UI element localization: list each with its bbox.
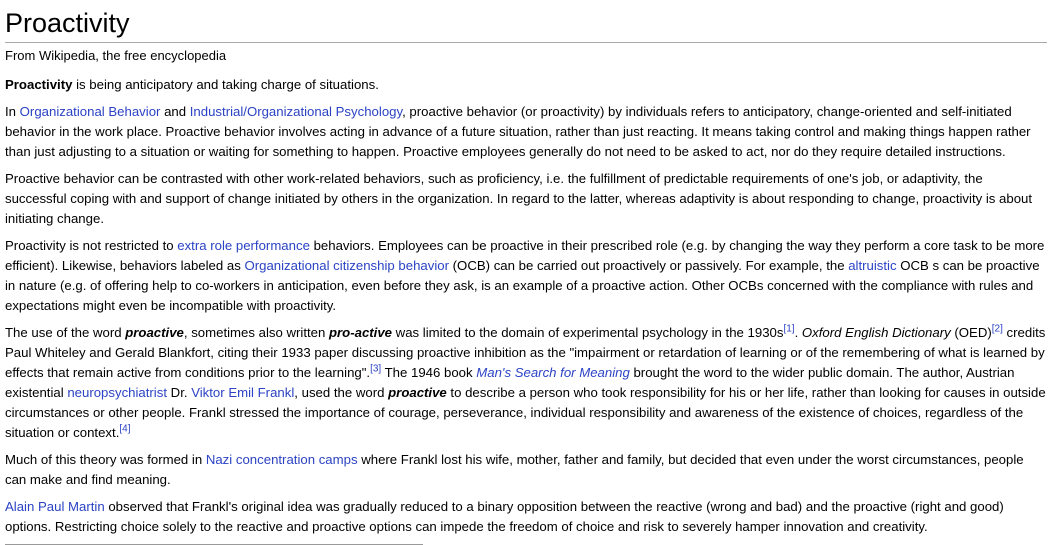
text-run: behaviors. Employees can be proactive in their prescribed role (e.g. by changing the way they perform a core task to be more efficient). Likewise, behaviors labeled as <box>5 238 1045 273</box>
link-viktor-emil-frankl[interactable]: Viktor Emil Frankl <box>191 385 295 400</box>
reference-link-2[interactable]: [2] <box>991 323 1003 335</box>
text-run: In <box>5 104 20 119</box>
text-run: brought the word to the wider public domain. The author, Austrian existential <box>5 365 1015 400</box>
text-run: , proactive behavior (or proactivity) by individuals refers to anticipatory, change-oriented and self-initiated behavior in the work place. Proactive behavior involves acting in advance of a future situation, rather than just reacting. It means taking control and making things happen rather than just adjusting to a situation or waiting for something to happen. Proactive employees generally do not need to be asked to act, nor do they require detailed instructions. <box>5 104 1031 159</box>
text-run: Proactivity is not restricted to <box>5 238 178 253</box>
text-run: The 1946 book <box>381 365 477 380</box>
text-run: where Frankl lost his wife, mother, father and family, but decided that even under the worst circumstances, people can make and find meaning. <box>5 452 1024 487</box>
paragraph-2 <box>5 102 1047 162</box>
text-run: (OCB) can be carried out proactively or passively. For example, the <box>449 258 849 273</box>
link-neuropsychiatrist[interactable]: neuropsychiatrist <box>67 385 167 400</box>
paragraph-6 <box>5 450 1047 490</box>
paragraph-4 <box>5 236 1047 316</box>
link-organizational-citizenship-behavior[interactable]: Organizational citizenship behavior <box>244 258 449 273</box>
text-run: , used the word <box>294 385 389 400</box>
text-run: OCB s can be proactive in nature (e.g. of offering help to co-workers in anticipation, even before they ask, is an example of a proactive action. Other OCBs concerned with the compliance with rules and expectations might even be incompatible with proactivity. <box>5 258 1040 313</box>
link-extra-role-performance[interactable]: extra role performance <box>177 238 310 253</box>
paragraph-7 <box>5 497 1047 537</box>
text-run: pro-active <box>328 325 393 340</box>
reference-link-4[interactable]: [4] <box>119 423 131 435</box>
text-run: and <box>160 104 190 119</box>
text-run: Dr. <box>167 385 192 400</box>
text-run: Proactivity <box>5 77 73 92</box>
text-run: Much of this theory was formed in <box>5 452 206 467</box>
text-run: , sometimes also written <box>183 325 329 340</box>
text-run: credits Paul Whiteley and Gerald Blankfort, citing their 1933 paper discussing proactive inhibition as the "impairment or retardation of learning or of the remembering of what is learned by effects that remain active from conditions prior to the learning". <box>5 325 1046 380</box>
reference-link-3[interactable]: [3] <box>370 363 382 375</box>
text-run: observed that Frankl's original idea was gradually reduced to a binary opposition between the reactive (wrong and bad) and the proactive (right and good) options. Restricting choice solely to the reactive and proactive options can impede the freedom of choice and risk to severely hamper innovation and creativity. <box>5 499 1004 534</box>
link-alain-paul-martin[interactable]: Alain Paul Martin <box>5 499 105 514</box>
link-organizational-behavior[interactable]: Organizational Behavior <box>19 104 161 119</box>
text-run: The use of the word <box>5 325 126 340</box>
article-body <box>5 75 1047 537</box>
text-run: proactive <box>388 385 447 400</box>
paragraph-5 <box>5 323 1047 443</box>
text-run: to describe a person who took responsibility for his or her life, rather than looking for causes in outside circumstances or other people. Frankl stressed the importance of courage, perseverance, individual responsibility and awareness of the existence of choices, regardless of the situation or context. <box>5 385 1046 440</box>
text-run: was limited to the domain of experimental psychology in the 1930s <box>392 325 784 340</box>
reference-superscript <box>783 324 794 335</box>
text-run: proactive <box>125 325 184 340</box>
link-industrial-organizational-psychology[interactable]: Industrial/Organizational Psychology <box>189 104 403 119</box>
paragraph-3 <box>5 169 1047 229</box>
reference-superscript <box>370 364 381 375</box>
text-run: . <box>794 325 802 340</box>
text-run: Oxford English Dictionary <box>801 325 951 340</box>
text-run: Proactive behavior can be contrasted with other work-related behaviors, such as proficiency, i.e. the fulfillment of predictable requirements of one's job, or adaptivity, the successful coping with and support of change initiated by others in the organization. In regard to the latter, whereas adaptivity is about responding to change, proactivity is about initiating change. <box>5 171 1033 226</box>
link-altruistic[interactable]: altruistic <box>848 258 897 273</box>
page-title: Proactivity <box>5 8 1047 43</box>
text-run: is being anticipatory and taking charge of situations. <box>72 77 379 92</box>
text-run: (OED) <box>950 325 992 340</box>
site-tagline: From Wikipedia, the free encyclopedia <box>5 48 227 63</box>
reference-link-1[interactable]: [1] <box>783 323 795 335</box>
link-man-s-search-for-meaning[interactable]: Man's Search for Meaning <box>476 365 630 380</box>
link-nazi-concentration-camps[interactable]: Nazi concentration camps <box>205 452 358 467</box>
paragraph-1 <box>5 75 1047 95</box>
reference-superscript <box>119 424 130 435</box>
reference-superscript <box>992 324 1003 335</box>
